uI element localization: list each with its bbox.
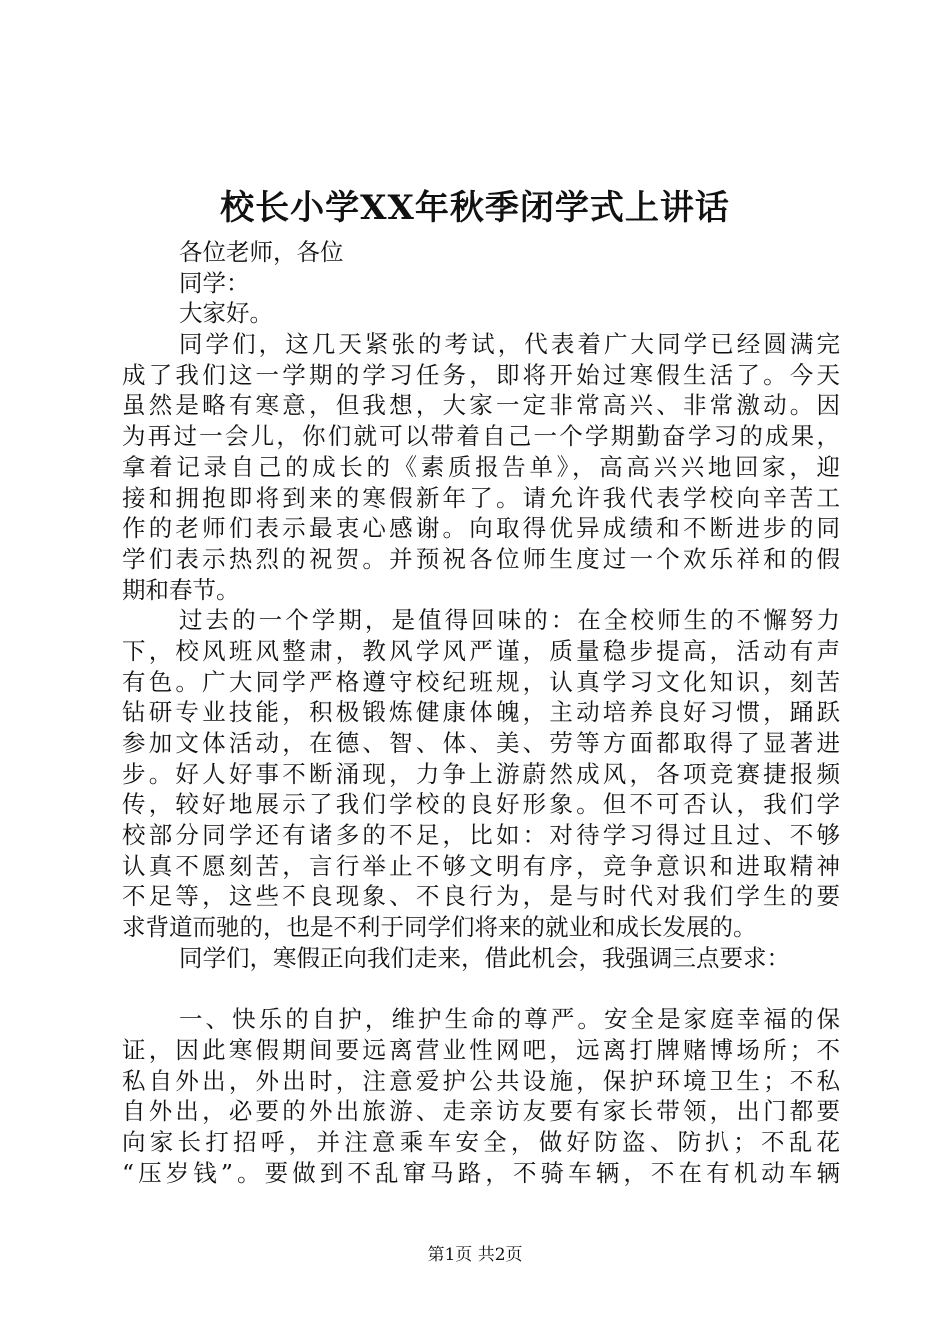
text-line: 求背道而驰的，也是不利于同学们将来的就业和成长发展的。: [122, 913, 757, 942]
text-line: 校部分同学还有诸多的不足，比如：对待学习得过且过、不够: [122, 821, 840, 850]
text-line: 下，校风班风整肃，教风学风严谨，质量稳步提高，活动有声: [122, 636, 840, 665]
text-line: 期和春节。: [122, 575, 240, 604]
document-body: [122, 237, 840, 1188]
text-line: 接和拥抱即将到来的寒假新年了。请允许我代表学校向辛苦工: [122, 483, 840, 512]
text-line: 同学们，寒假正向我们走来，借此机会，我强调三点要求：: [179, 943, 790, 972]
text-line: 成了我们这一学期的学习任务，即将开始过寒假生活了。今天: [122, 360, 840, 389]
text-line: 虽然是略有寒意，但我想，大家一定非常高兴、非常激动。因: [122, 391, 840, 420]
document-title: 校长小学XX年秋季闭学式上讲话: [220, 188, 730, 228]
text-line: 私自外出，外出时，注意爱护公共设施，保护环境卫生；不私: [122, 1066, 840, 1095]
text-line: 步。好人好事不断涌现，力争上游蔚然成风，各项竞赛捷报频: [122, 759, 840, 788]
text-line: 有色。广大同学严格遵守校纪班规，认真学习文化知识，刻苦: [122, 667, 840, 696]
paragraph-2: [122, 605, 840, 943]
text-line: 认真不愿刻苦，言行举止不够文明有序，竞争意识和进取精神: [122, 851, 840, 880]
greeting-line: 大家好。: [179, 299, 273, 328]
paragraph-4: [122, 1004, 840, 1188]
text-line: 为再过一会儿，你们就可以带着自己一个学期勤奋学习的成果，: [122, 422, 840, 451]
text-line: 自外出，必要的外出旅游、走亲访友要有家长带领，出门都要: [122, 1097, 840, 1126]
paragraph-1: [122, 329, 840, 605]
page-footer: 第1页 共2页: [427, 1245, 523, 1265]
text-line: 证，因此寒假期间要远离营业性网吧，远离打牌赌博场所；不: [122, 1035, 840, 1064]
text-line: 作的老师们表示最衷心感谢。向取得优异成绩和不断进步的同: [122, 514, 840, 543]
blank-line: [122, 974, 840, 1005]
salutation-line: 各位老师，各位: [179, 238, 344, 266]
text-line: “压岁钱”。要做到不乱窜马路，不骑车辆，不在有机动车辆: [122, 1158, 840, 1187]
salutation-line: 同学：: [179, 268, 250, 297]
text-line: 拿着记录自己的成长的《素质报告单》，高高兴兴地回家，迎: [122, 452, 840, 481]
text-line: 传，较好地展示了我们学校的良好形象。但不可否认，我们学: [122, 790, 840, 819]
text-line: 钻研专业技能，积极锻炼健康体魄，主动培养良好习惯，踊跃: [122, 698, 840, 727]
text-line: 不足等，这些不良现象、不良行为，是与时代对我们学生的要: [122, 882, 840, 911]
paragraph-3: [122, 943, 840, 974]
text-line: 参加文体活动，在德、智、体、美、劳等方面都取得了显著进: [122, 729, 840, 757]
text-line: 过去的一个学期，是值得回味的：在全校师生的不懈努力: [179, 606, 840, 635]
text-line: 向家长打招呼，并注意乘车安全，做好防盗、防扒；不乱花: [122, 1127, 840, 1156]
text-line: 学们表示热烈的祝贺。并预祝各位师生度过一个欢乐祥和的假: [122, 544, 840, 573]
text-line: 同学们，这几天紧张的考试，代表着广大同学已经圆满完: [179, 330, 840, 359]
text-line: 一、快乐的自护，维护生命的尊严。安全是家庭幸福的保: [179, 1005, 840, 1034]
